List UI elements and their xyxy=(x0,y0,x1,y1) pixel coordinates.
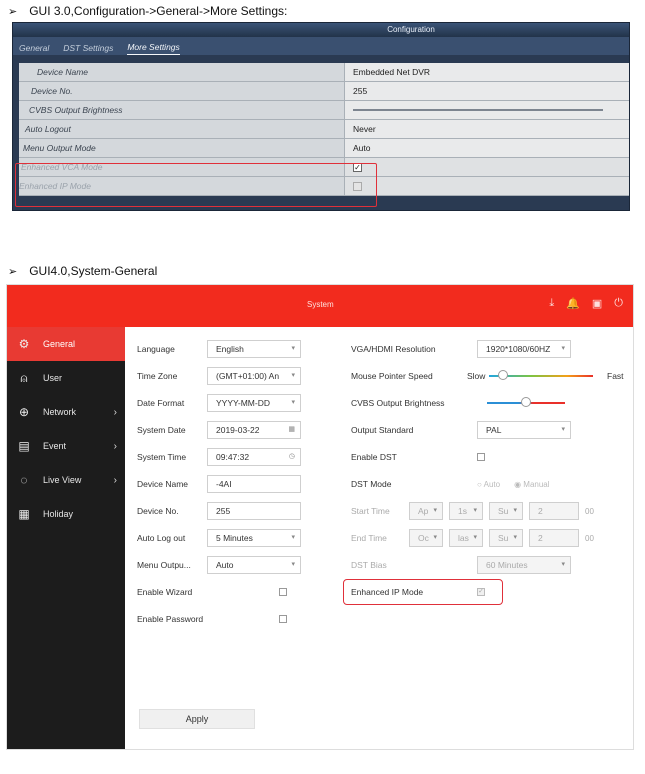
gui4-general-settings xyxy=(125,327,633,749)
deviceno-label: Device No. xyxy=(137,506,179,516)
gui3-row-cvbs xyxy=(19,101,630,120)
menu-output-select[interactable]: Auto xyxy=(345,139,630,157)
end-day-select[interactable] xyxy=(489,529,523,547)
apply-button[interactable]: Apply xyxy=(139,709,255,729)
language-select[interactable] xyxy=(207,340,301,358)
endtime-label: End Time xyxy=(351,533,387,543)
timezone-label: Time Zone xyxy=(137,371,178,381)
dstbias-value: 60 Minutes xyxy=(486,560,528,570)
systemtime-value: 09:47:32 xyxy=(216,452,250,462)
end-month-select[interactable] xyxy=(409,529,443,547)
row-label: Auto Logout xyxy=(19,120,345,138)
dropdown-arrow-icon: ▾ xyxy=(561,345,565,352)
mouse-speed-row xyxy=(351,366,624,386)
dateformat-select[interactable] xyxy=(207,394,301,412)
row-label: Menu Output Mode xyxy=(19,139,345,157)
wizard-row xyxy=(137,582,287,602)
tab-dst-settings[interactable]: DST Settings xyxy=(63,43,114,53)
start-month-value: Ap xyxy=(418,506,429,516)
slow-label: Slow xyxy=(467,371,486,381)
chevron-right-icon: › xyxy=(113,440,117,452)
manual-label: Manual xyxy=(523,479,550,489)
end-week-select[interactable] xyxy=(449,529,483,547)
gui4-heading xyxy=(8,264,157,278)
sidebar-item-label: Live View xyxy=(43,475,82,485)
gui4-sidebar xyxy=(7,327,125,750)
enhanced-ip-label: Enhanced IP Mode xyxy=(351,587,424,597)
cvbs-slider[interactable] xyxy=(345,101,630,119)
dropdown-arrow-icon: ▾ xyxy=(561,561,565,568)
cvbs-label: CVBS Output Brightness xyxy=(351,398,445,408)
device-name-field[interactable]: Embedded Net DVR xyxy=(345,63,630,81)
menuoutput-row xyxy=(137,555,301,575)
dropdown-arrow-icon: ▾ xyxy=(473,534,477,541)
live-view-icon: ◌ xyxy=(20,473,28,487)
auto-logout-select[interactable]: Never xyxy=(345,120,630,138)
starttime-row xyxy=(351,501,594,521)
alarm-bell-icon[interactable]: 🔔 xyxy=(566,298,580,310)
enable-dst-checkbox[interactable] xyxy=(477,453,485,461)
sidebar-item-network[interactable] xyxy=(7,395,125,429)
auto-label: Auto xyxy=(483,479,501,489)
menuoutput-value: Auto xyxy=(216,560,234,570)
end-day-value: Su xyxy=(498,533,509,543)
slider-knob[interactable] xyxy=(521,397,531,407)
gui3-row-enhanced-ip xyxy=(19,177,630,196)
enable-wizard-checkbox[interactable] xyxy=(279,588,287,596)
clock-icon[interactable]: ◷ xyxy=(288,453,295,460)
language-label: Language xyxy=(137,344,175,354)
starttime-label: Start Time xyxy=(351,506,390,516)
systemtime-row xyxy=(137,447,301,467)
dstmode-auto-radio[interactable]: ○ Auto xyxy=(477,479,501,489)
fast-label: Fast xyxy=(607,371,624,381)
end-month-value: Oc xyxy=(418,533,429,543)
resolution-select[interactable] xyxy=(477,340,571,358)
dstbias-row xyxy=(351,555,571,575)
resolution-row xyxy=(351,339,571,359)
user-icon: ⍝ xyxy=(20,370,28,385)
bullet-arrow-icon: ➢ xyxy=(8,265,18,278)
timezone-value: (GMT+01:00) An xyxy=(216,371,280,381)
wizard-label: Enable Wizard xyxy=(137,587,193,597)
autologout-label: Auto Log out xyxy=(137,533,186,543)
enhanced-vca-checkbox-cell xyxy=(345,158,630,176)
chevron-right-icon: › xyxy=(113,406,117,418)
start-week-value: 1s xyxy=(458,506,467,516)
systemdate-value: 2019-03-22 xyxy=(216,425,260,435)
gui3-tabs xyxy=(13,37,629,55)
language-row xyxy=(137,339,301,359)
dropdown-arrow-icon: ▾ xyxy=(473,507,477,514)
gui3-row-device-name xyxy=(19,63,630,82)
gui3-row-enhanced-vca xyxy=(19,158,630,177)
tab-more-settings[interactable]: More Settings xyxy=(127,42,179,55)
timezone-select[interactable] xyxy=(207,367,301,385)
standard-label: Output Standard xyxy=(351,425,414,435)
gui3-row-menu-output xyxy=(19,139,630,158)
download-icon[interactable]: ⤓ xyxy=(549,297,555,309)
end-min-label: 00 xyxy=(585,533,594,543)
sidebar-item-label: General xyxy=(43,339,76,349)
sidebar-item-holiday[interactable] xyxy=(7,497,125,531)
topbar-icons xyxy=(549,297,623,310)
event-icon: ▤ xyxy=(18,439,30,453)
gui3-heading xyxy=(8,4,287,18)
autologout-value: 5 Minutes xyxy=(216,533,253,543)
dst-label: Enable DST xyxy=(351,452,397,462)
dateformat-label: Date Format xyxy=(137,398,185,408)
password-label: Enable Password xyxy=(137,614,204,624)
enhanced-vca-checkbox[interactable]: ✓ xyxy=(354,163,361,173)
gear-icon: ⚙ xyxy=(18,337,30,351)
resolution-label: VGA/HDMI Resolution xyxy=(351,344,436,354)
output-standard-select[interactable] xyxy=(477,421,571,439)
enhanced-ip-checkbox[interactable]: ✓ xyxy=(478,588,484,595)
row-label: Enhanced VCA Mode xyxy=(19,158,345,176)
dropdown-arrow-icon: ▾ xyxy=(291,534,295,541)
resolution-value: 1920*1080/60HZ xyxy=(486,344,551,354)
row-label: Enhanced IP Mode xyxy=(19,177,345,195)
gui4-heading-text: GUI4.0,System-General xyxy=(29,264,158,278)
row-label: CVBS Output Brightness xyxy=(19,101,345,119)
start-hour-input[interactable]: 2 xyxy=(529,502,579,520)
language-value: English xyxy=(216,344,244,354)
endtime-row xyxy=(351,528,594,548)
gui4-system-window xyxy=(6,284,634,750)
enhanced-ip-checkbox-cell xyxy=(345,177,630,195)
start-month-select[interactable] xyxy=(409,502,443,520)
gui4-title: System xyxy=(307,300,334,309)
deviceno-row xyxy=(137,501,301,521)
timezone-row xyxy=(137,366,301,386)
end-hour-input[interactable]: 2 xyxy=(529,529,579,547)
dstbias-label: DST Bias xyxy=(351,560,387,570)
cvbs-brightness-slider[interactable] xyxy=(487,394,565,412)
autologout-select[interactable] xyxy=(207,529,301,547)
standard-value: PAL xyxy=(486,425,502,435)
systemdate-label: System Date xyxy=(137,425,186,435)
dropdown-arrow-icon: ▾ xyxy=(433,534,437,541)
dateformat-row xyxy=(137,393,301,413)
systemtime-label: System Time xyxy=(137,452,187,462)
device-no-field[interactable]: 255 xyxy=(345,82,630,100)
dstbias-select[interactable] xyxy=(477,556,571,574)
enhanced-ip-row xyxy=(351,582,485,602)
menuoutput-select[interactable] xyxy=(207,556,301,574)
sidebar-item-general[interactable] xyxy=(7,327,125,361)
sidebar-item-label: Network xyxy=(43,407,77,417)
sidebar-item-label: Holiday xyxy=(43,509,74,519)
enable-password-checkbox[interactable] xyxy=(279,615,287,623)
dropdown-arrow-icon: ▾ xyxy=(291,561,295,568)
deviceno-input[interactable]: 255 xyxy=(207,502,301,520)
gui3-title: Configuration xyxy=(13,23,629,37)
menuoutput-label: Menu Outpu... xyxy=(137,560,191,570)
mouse-speed-label: Mouse Pointer Speed xyxy=(351,371,433,381)
start-week-select[interactable] xyxy=(449,502,483,520)
start-day-select[interactable] xyxy=(489,502,523,520)
dropdown-arrow-icon: ▾ xyxy=(561,426,565,433)
end-week-value: las xyxy=(458,533,469,543)
sidebar-item-user[interactable] xyxy=(7,361,125,395)
gui3-settings-table xyxy=(19,63,630,196)
mouse-speed-slider[interactable] xyxy=(489,367,593,385)
dstmode-row xyxy=(351,474,550,494)
devicename-input[interactable]: -4AI xyxy=(207,475,301,493)
dropdown-arrow-icon: ▾ xyxy=(291,372,295,379)
dropdown-arrow-icon: ▾ xyxy=(513,534,517,541)
systemtime-input[interactable] xyxy=(207,448,301,466)
dateformat-value: YYYY-MM-DD xyxy=(216,398,270,408)
autologout-row xyxy=(137,528,301,548)
sidebar-item-label: Event xyxy=(43,441,67,451)
sidebar-item-label: User xyxy=(43,373,63,383)
save-icon[interactable]: ▣ xyxy=(591,298,603,310)
chevron-right-icon: › xyxy=(113,474,117,486)
standard-row xyxy=(351,420,571,440)
calendar-icon: ▦ xyxy=(18,507,30,521)
gui4-topbar xyxy=(7,285,633,327)
tab-general[interactable]: General xyxy=(19,43,50,53)
slider-track xyxy=(353,109,603,111)
gui3-configuration-window xyxy=(12,22,630,211)
password-row xyxy=(137,609,287,629)
slider-knob[interactable] xyxy=(498,370,508,380)
dropdown-arrow-icon: ▾ xyxy=(433,507,437,514)
enhanced-ip-checkbox[interactable] xyxy=(353,182,362,191)
dstmode-label: DST Mode xyxy=(351,479,392,489)
dropdown-arrow-icon: ▾ xyxy=(513,507,517,514)
start-min-label: 00 xyxy=(585,506,594,516)
row-label: Device Name xyxy=(19,63,345,81)
dstmode-manual-radio[interactable]: ◉ Manual xyxy=(514,479,550,489)
cvbs-row xyxy=(351,393,565,413)
devicename-label: Device Name xyxy=(137,479,189,489)
gui3-row-auto-logout xyxy=(19,120,630,139)
systemdate-row xyxy=(137,420,301,440)
dropdown-arrow-icon: ▾ xyxy=(291,345,295,352)
gui3-heading-text: GUI 3.0,Configuration->General->More Settings: xyxy=(29,4,288,18)
row-label: Device No. xyxy=(19,82,345,100)
devicename-row xyxy=(137,474,301,494)
gui3-row-device-no xyxy=(19,82,630,101)
power-icon[interactable]: ⏻ xyxy=(614,297,623,309)
dropdown-arrow-icon: ▾ xyxy=(291,399,295,406)
calendar-icon[interactable]: ▦ xyxy=(288,426,295,433)
systemdate-input[interactable] xyxy=(207,421,301,439)
sidebar-item-live-view[interactable] xyxy=(7,463,125,497)
sidebar-item-event[interactable] xyxy=(7,429,125,463)
start-day-value: Su xyxy=(498,506,509,516)
globe-icon: ⊕ xyxy=(18,405,30,419)
dst-row xyxy=(351,447,485,467)
bullet-arrow-icon: ➢ xyxy=(8,5,18,18)
